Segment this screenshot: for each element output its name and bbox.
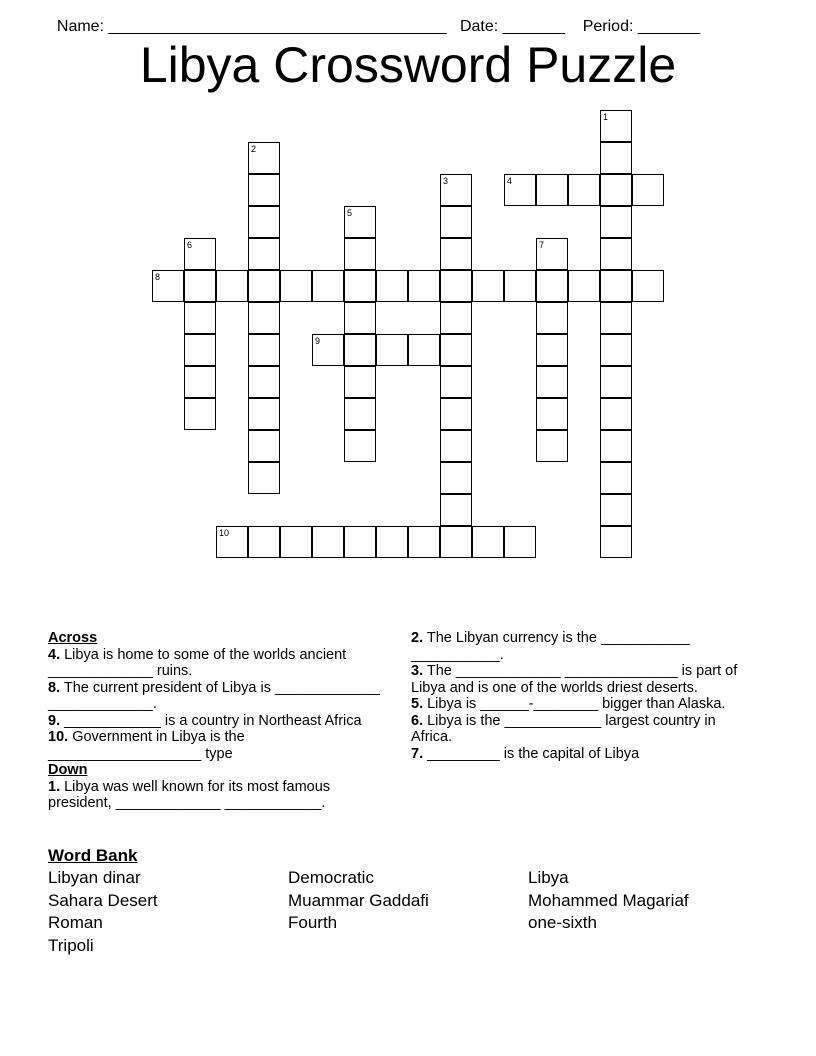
grid-cell[interactable] (248, 174, 280, 206)
clue-text: Libya was well known for its most famous president, _____________ ____________. (48, 778, 331, 811)
grid-cell[interactable] (600, 494, 632, 526)
clue-number: 7. (411, 745, 424, 762)
across-heading: Across (48, 630, 98, 646)
clue-number: 4 (507, 176, 513, 186)
clue-text: _________ is the capital of Libya (423, 745, 640, 762)
grid-cell[interactable] (600, 238, 632, 270)
grid-cell[interactable] (408, 270, 440, 302)
clue-item (411, 696, 756, 713)
clue-text: Libya is home to some of the worlds ancient _____________ ruins. (48, 646, 347, 679)
grid-cell[interactable] (536, 430, 568, 462)
clue-item (48, 779, 393, 812)
grid-cell[interactable] (248, 366, 280, 398)
grid-cell[interactable] (344, 270, 376, 302)
grid-cell[interactable] (600, 398, 632, 430)
grid-cell[interactable] (632, 174, 664, 206)
clue-number: 5 (347, 208, 353, 218)
word-bank-item: Libyan dinar (48, 868, 141, 887)
grid-cell[interactable] (440, 366, 472, 398)
down-clue-list (48, 779, 393, 812)
grid-cell[interactable] (344, 366, 376, 398)
grid-cell[interactable] (376, 526, 408, 558)
grid-cell[interactable] (536, 366, 568, 398)
grid-cell[interactable] (440, 302, 472, 334)
clue-number: 4. (48, 646, 61, 663)
word-bank-item: Mohammed Magariaf (528, 890, 689, 910)
grid-cell[interactable] (600, 270, 632, 302)
grid-cell[interactable] (440, 206, 472, 238)
grid-cell[interactable] (440, 462, 472, 494)
grid-cell[interactable] (600, 334, 632, 366)
grid-cell[interactable] (536, 270, 568, 302)
clue-number: 6. (411, 712, 424, 729)
grid-cell[interactable] (536, 174, 568, 206)
grid-cell[interactable] (312, 270, 344, 302)
grid-cell[interactable] (344, 206, 376, 238)
grid-cell[interactable] (344, 238, 376, 270)
clue-number: 8 (155, 272, 161, 282)
grid-cell[interactable] (536, 238, 568, 270)
grid-cell[interactable] (248, 238, 280, 270)
grid-cell[interactable] (504, 270, 536, 302)
grid-cell[interactable] (408, 526, 440, 558)
grid-cell[interactable] (248, 142, 280, 174)
across-clue-list (48, 647, 393, 763)
grid-cell[interactable] (440, 270, 472, 302)
grid-cell[interactable] (632, 270, 664, 302)
clue-number: 5. (411, 696, 424, 712)
clue-number: 10. (48, 729, 69, 745)
word-bank-item: Tripoli (48, 935, 94, 955)
clue-item (411, 746, 756, 763)
grid-cell[interactable] (216, 526, 248, 558)
grid-cell[interactable] (280, 526, 312, 558)
grid-cell[interactable] (440, 430, 472, 462)
grid-cell[interactable] (312, 526, 344, 558)
page-title: Libya Crossword Puzzle (139, 37, 677, 93)
word-bank-title: Word Bank (48, 846, 138, 865)
clue-item (48, 680, 393, 713)
word-bank-item: Muammar Gaddafi (288, 890, 429, 910)
clue-number: 2 (251, 144, 257, 154)
grid-cell[interactable] (248, 302, 280, 334)
grid-cell[interactable] (312, 334, 344, 366)
grid-cell[interactable] (536, 398, 568, 430)
clue-text: ____________ is a country in Northeast Africa (60, 712, 362, 729)
clue-text: Libya is the ____________ largest country in Africa. (411, 712, 716, 745)
grid-cell[interactable] (600, 302, 632, 334)
grid-cell[interactable] (248, 526, 280, 558)
grid-cell[interactable] (184, 398, 216, 430)
clue-number: 1. (48, 778, 61, 795)
grid-cell[interactable] (440, 398, 472, 430)
clue-number: 1 (603, 112, 609, 122)
clue-item (48, 647, 393, 680)
grid-cell[interactable] (504, 174, 536, 206)
grid-cell[interactable] (440, 494, 472, 526)
clue-number: 3. (411, 663, 424, 679)
clue-text: The current president of Libya is _____________ _____________. (48, 679, 380, 712)
grid-cell[interactable] (248, 206, 280, 238)
grid-cell[interactable] (472, 270, 504, 302)
clue-number: 7 (539, 240, 545, 250)
grid-cell[interactable] (600, 462, 632, 494)
clue-number: 6 (187, 240, 193, 250)
grid-cell[interactable] (568, 270, 600, 302)
grid-cell[interactable] (536, 334, 568, 366)
clue-number: 9 (315, 336, 321, 346)
clue-text: The _____________ ______________ is part of Libya and is one of the worlds driest deserts. (411, 663, 738, 696)
date-field[interactable]: Date: _______ (459, 18, 565, 35)
grid-cell[interactable] (344, 398, 376, 430)
word-bank-item: one-sixth (528, 913, 597, 932)
down-heading: Down (48, 762, 88, 778)
clue-number: 10 (219, 528, 230, 538)
grid-cell[interactable] (600, 174, 632, 206)
grid-cell[interactable] (248, 430, 280, 462)
grid-cell[interactable] (248, 270, 280, 302)
grid-cell[interactable] (376, 270, 408, 302)
clue-item (411, 713, 756, 746)
word-bank-item: Roman (48, 913, 103, 932)
clue-text: Libya is ______-________ bigger than Alaska. (423, 696, 726, 712)
clue-text: The Libyan currency is the ___________ ___________. (411, 630, 690, 663)
grid-cell[interactable] (600, 366, 632, 398)
grid-cell[interactable] (280, 270, 312, 302)
grid-cell[interactable] (504, 526, 536, 558)
grid-cell[interactable] (600, 206, 632, 238)
grid-cell[interactable] (440, 238, 472, 270)
grid-cell[interactable] (536, 302, 568, 334)
grid-cell[interactable] (600, 142, 632, 174)
grid-cell[interactable] (248, 398, 280, 430)
clue-number: 3 (443, 176, 449, 186)
grid-cell[interactable] (600, 526, 632, 558)
grid-cell[interactable] (248, 334, 280, 366)
grid-cell[interactable] (440, 174, 472, 206)
grid-cell[interactable] (440, 334, 472, 366)
clue-item (48, 713, 393, 730)
grid-cell[interactable] (184, 238, 216, 270)
name-field[interactable]: Name: ______________________________________ (56, 18, 447, 35)
grid-cell[interactable] (600, 110, 632, 142)
grid-cell[interactable] (568, 174, 600, 206)
clues-right-column (411, 630, 756, 762)
word-bank-item: Democratic (288, 868, 374, 887)
word-bank-item: Sahara Desert (48, 890, 158, 910)
grid-cell[interactable] (344, 334, 376, 366)
grid-cell[interactable] (184, 270, 216, 302)
grid-cell[interactable] (184, 366, 216, 398)
grid-cell[interactable] (184, 334, 216, 366)
clue-item (411, 630, 756, 663)
grid-cell[interactable] (472, 526, 504, 558)
grid-cell[interactable] (248, 462, 280, 494)
clue-item (48, 729, 393, 762)
grid-cell[interactable] (408, 334, 440, 366)
grid-cell[interactable] (344, 302, 376, 334)
grid-cell[interactable] (376, 334, 408, 366)
period-field[interactable]: Period: _______ (582, 18, 701, 35)
clue-item (411, 663, 756, 696)
grid-cell[interactable] (440, 526, 472, 558)
grid-cell[interactable] (600, 430, 632, 462)
clue-text: Government in Libya is the ___________________ type (48, 729, 245, 762)
grid-cell[interactable] (184, 302, 216, 334)
grid-cell[interactable] (344, 526, 376, 558)
grid-cell[interactable] (344, 430, 376, 462)
word-bank-item: Libya (528, 868, 569, 887)
down-clue-list-continued (411, 630, 756, 762)
clue-number: 9. (48, 712, 61, 729)
clues-left-column (48, 630, 393, 812)
clue-number: 8. (48, 679, 61, 696)
clue-number: 2. (411, 630, 424, 646)
grid-cell[interactable] (216, 270, 248, 302)
word-bank-item: Fourth (288, 913, 338, 932)
grid-cell[interactable] (152, 270, 184, 302)
